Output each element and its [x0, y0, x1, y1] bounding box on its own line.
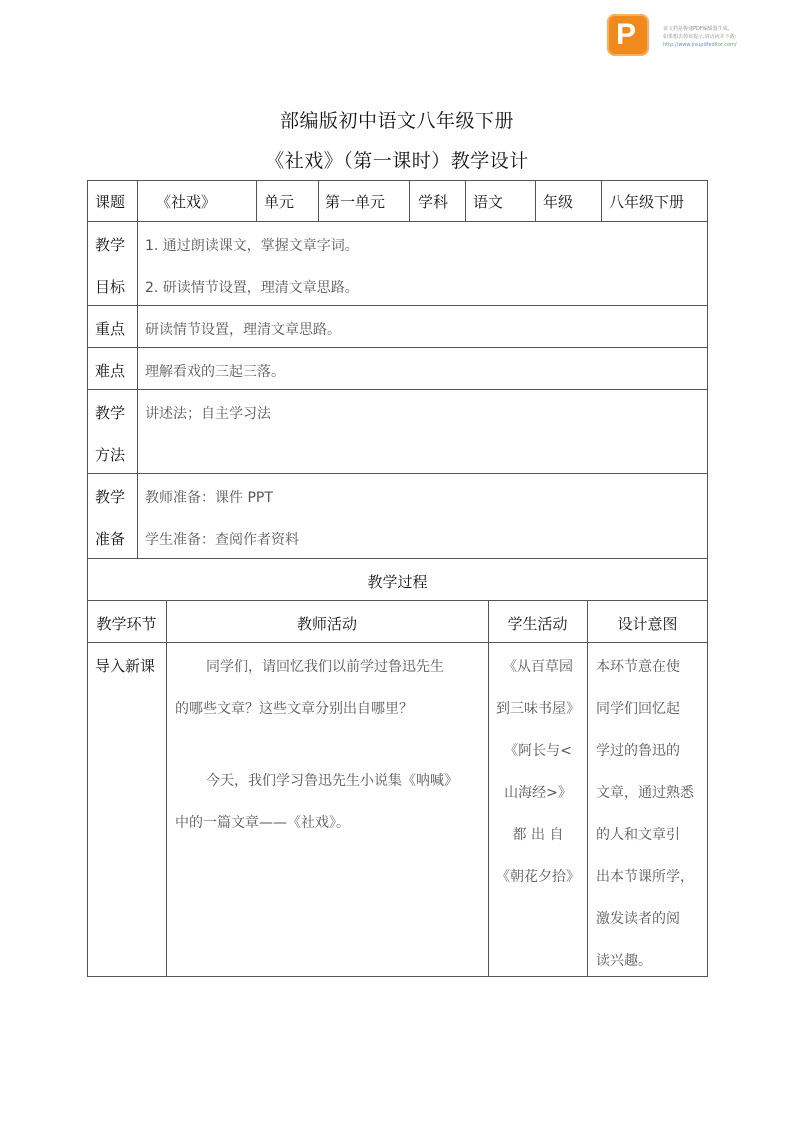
row-divider	[87, 305, 708, 306]
row-divider	[87, 600, 708, 601]
difficulty-text: 理解看戏的三起三落。	[145, 364, 285, 380]
goals-label-bottom: 目标	[95, 278, 126, 296]
column-divider	[409, 180, 410, 222]
row-divider	[87, 347, 708, 348]
student-activity-line: 山海经>》	[504, 785, 572, 801]
watermark-note	[663, 25, 791, 49]
header-stage: 教学环节	[96, 615, 157, 633]
student-activity-line: 都 出 自	[512, 827, 564, 843]
methods-label-top: 教学	[95, 404, 126, 422]
subject-value: 语文	[473, 193, 504, 211]
row-divider	[87, 558, 708, 559]
row-divider	[87, 221, 708, 222]
column-divider	[601, 180, 602, 222]
key-point-text: 研读情节设置，理清文章思路。	[145, 322, 341, 338]
label-column-divider	[137, 221, 138, 558]
key-point-label: 重点	[95, 320, 126, 338]
design-intent-line: 本环节意在使	[596, 659, 680, 675]
design-intent-line: 出本节课所学，	[596, 869, 694, 885]
teacher-preparation: 教师准备：课件 PPT	[145, 490, 273, 506]
lesson-value: 《社戏》	[156, 193, 217, 211]
design-intent-line: 的人和文章引	[596, 827, 680, 843]
logo-p-icon: P	[616, 18, 637, 51]
grade-label: 年级	[543, 193, 574, 211]
column-divider	[587, 600, 588, 977]
preparation-label-top: 教学	[95, 488, 126, 506]
goal-item-2: 2. 研读情节设置，理清文章思路。	[145, 280, 359, 296]
header-teacher-activity: 教师活动	[296, 615, 357, 633]
watermark-line-2: 如果想去掉该提示,请访问并下载:	[663, 34, 737, 40]
design-intent-line: 同学们回忆起	[596, 701, 680, 717]
methods-label-bottom: 方法	[95, 446, 126, 464]
student-activity-line: 《朝花夕拾》	[496, 869, 580, 885]
unit-label: 单元	[264, 193, 295, 211]
student-activity-line: 《从百草园	[503, 659, 573, 675]
student-activity-line: 《阿长与<	[504, 743, 572, 759]
stage-cell: 导入新课	[95, 657, 156, 675]
student-activity-line: 到三味书屋》	[496, 701, 580, 717]
difficulty-label: 难点	[95, 362, 126, 380]
design-intent-line: 激发读者的阅	[596, 911, 680, 927]
row-divider	[87, 642, 708, 643]
pdf-editor-logo	[607, 14, 649, 56]
document-subtitle: 《社戏》（第一课时）教学设计	[265, 150, 529, 172]
preparation-label-bottom: 准备	[95, 530, 126, 548]
teacher-activity-line: 今天，我们学习鲁迅先生小说集《呐喊》	[206, 773, 458, 789]
design-intent-line: 学过的鲁迅的	[596, 743, 680, 759]
row-divider	[87, 473, 708, 474]
header-design-intent: 设计意图	[617, 615, 678, 633]
column-divider	[535, 180, 536, 222]
column-divider	[166, 600, 167, 977]
lesson-label: 课题	[95, 193, 126, 211]
watermark-url: http://www.jisupdfeditor.com/	[663, 42, 737, 48]
methods-text: 讲述法；自主学习法	[145, 406, 271, 422]
goal-item-1: 1. 通过朗读课文，掌握文章字词。	[145, 238, 359, 254]
unit-value: 第一单元	[325, 193, 386, 211]
watermark-line-1: 该文档是极速PDF编辑器生成,	[663, 26, 730, 32]
column-divider	[137, 180, 138, 222]
header-student-activity: 学生活动	[507, 615, 568, 633]
row-divider	[87, 389, 708, 390]
goals-label-top: 教学	[95, 236, 126, 254]
subject-label: 学科	[418, 193, 449, 211]
teacher-activity-line: 的哪些文章？这些文章分别出自哪里？	[175, 701, 413, 717]
design-intent-line: 文章，通过熟悉	[596, 785, 694, 801]
column-divider	[465, 180, 466, 222]
grade-value: 八年级下册	[609, 193, 685, 211]
column-divider	[318, 180, 319, 222]
design-intent-line: 读兴趣。	[596, 953, 652, 969]
teacher-activity-line: 中的一篇文章——《社戏》。	[175, 815, 350, 831]
process-title: 教学过程	[367, 573, 428, 591]
student-preparation: 学生准备：查阅作者资料	[145, 532, 299, 548]
teacher-activity-line: 同学们，请回忆我们以前学过鲁迅先生	[206, 659, 444, 675]
column-divider	[256, 180, 257, 222]
document-title: 部编版初中语文八年级下册	[279, 110, 514, 132]
